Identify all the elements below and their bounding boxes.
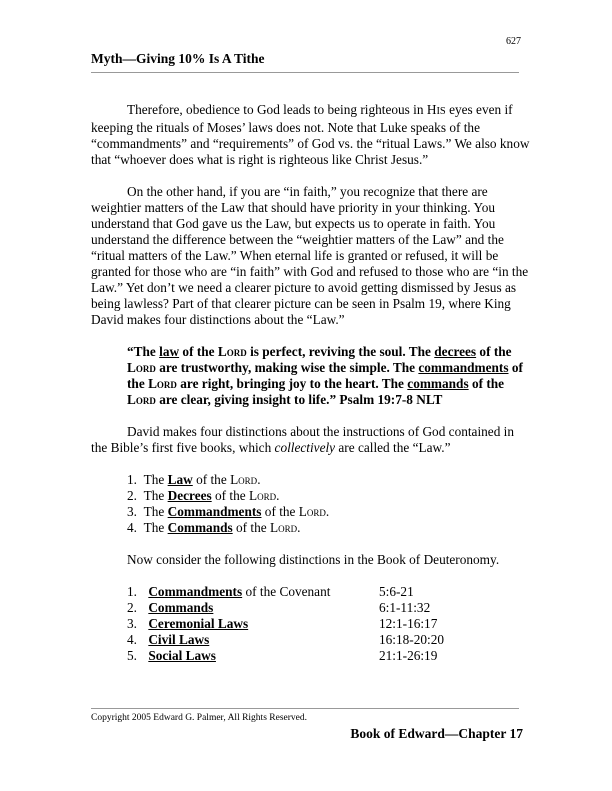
row-term: Ceremonial Laws xyxy=(148,616,249,631)
list-item xyxy=(127,488,531,504)
quote-lord: Lord xyxy=(217,344,247,359)
spacer xyxy=(91,536,531,552)
list-end: . xyxy=(276,488,280,503)
his-rest: IS xyxy=(436,106,446,117)
psalm-distinctions-list xyxy=(127,472,531,536)
list-term: Commands xyxy=(167,520,233,535)
paragraph-1 xyxy=(91,102,531,168)
quote-part: are right, bringing joy to the heart. The xyxy=(176,376,408,391)
list-number: 1. xyxy=(127,472,137,487)
list-end: . xyxy=(325,504,330,519)
paragraph-4: Now consider the following distinctions in the Book of Deuteronomy. xyxy=(127,552,500,567)
list-pre: The xyxy=(143,520,168,535)
table-row xyxy=(127,616,444,632)
list-lord: Lord xyxy=(230,472,258,487)
row-term: Commands xyxy=(148,600,214,615)
deuteronomy-table xyxy=(127,584,444,664)
quote-part: are clear, giving insight to life.” Psalm 19:7-8 NLT xyxy=(155,392,443,407)
row-term: Commandments xyxy=(148,584,243,599)
row-reference: 6:1-11:32 xyxy=(379,600,431,615)
row-reference: 16:18-20:20 xyxy=(379,632,445,647)
footer-rule xyxy=(91,708,519,709)
list-post: of the xyxy=(232,520,270,535)
p3-italic: collectively xyxy=(274,440,336,455)
p3-text-a: David makes four distinctions about the instructions of God contained in the Bible’s first five books, which xyxy=(91,424,515,455)
row-number: 1. xyxy=(127,584,137,599)
list-lord: Lord xyxy=(269,520,298,535)
list-end: . xyxy=(297,520,301,535)
p1-text-a: Therefore, obedience to God leads to being righteous in xyxy=(127,102,427,117)
row-number: 5. xyxy=(127,648,137,663)
paragraph-2: On the other hand, if you are “in faith,” you recognize that there are weightier matters of the Law that should have priority in your thinking. You understand that God gave us the Law, but expects us to operate in faith. You understand the difference between the “weightier matters of the Law” and the “ritual matters of the Law.” When eternal life is granted or refused, it will be granted for those who are “in faith” with God and refused to those who are “in the Law.” Yet don’t we need a clearer picture to avoid getting dismissed by Jesus as being lawless? Part of that clearer picture can be seen in Psalm 19, where King David makes four distinctions about the “Law.” xyxy=(91,184,529,327)
quote-part: is perfect, reviving the soul. The xyxy=(246,344,435,359)
footer-book-chapter: Book of Edward—Chapter 17 xyxy=(350,726,523,741)
list-post: of the xyxy=(261,504,299,519)
quote-term-law: law xyxy=(159,344,180,359)
list-item xyxy=(127,520,531,536)
paragraph-3 xyxy=(91,424,531,456)
spacer xyxy=(91,408,531,424)
row-name xyxy=(145,600,379,616)
list-post: of the xyxy=(211,488,249,503)
his-word xyxy=(427,102,446,117)
quote-part: are trustworthy, making wise the simple. The xyxy=(155,360,419,375)
row-name xyxy=(145,632,379,648)
list-term: Decrees xyxy=(167,488,212,503)
table-row xyxy=(127,600,444,616)
scripture-quote xyxy=(127,344,531,408)
list-lord: Lord xyxy=(248,488,277,503)
table-row xyxy=(127,584,444,600)
list-number: 3. xyxy=(127,504,137,519)
list-term: Law xyxy=(167,472,193,487)
quote-lord: Lord xyxy=(127,360,156,375)
row-reference: 5:6-21 xyxy=(379,584,414,599)
table-row xyxy=(127,632,444,648)
spacer xyxy=(91,456,531,472)
quote-part: of the xyxy=(476,344,512,359)
row-suffix: of the Covenant xyxy=(242,584,331,599)
spacer xyxy=(91,168,531,184)
list-pre: The xyxy=(143,472,168,487)
list-post: of the xyxy=(192,472,231,487)
row-number: 4. xyxy=(127,632,137,647)
quote-lord: Lord xyxy=(148,376,177,391)
list-item xyxy=(127,472,531,488)
list-lord: Lord xyxy=(298,504,326,519)
quote-part: “The xyxy=(127,344,160,359)
quote-lord: Lord xyxy=(127,392,156,407)
row-name xyxy=(145,648,379,664)
running-header: Myth—Giving 10% Is A Tithe xyxy=(91,51,265,66)
list-pre: The xyxy=(143,488,168,503)
row-name xyxy=(145,616,379,632)
quote-term-commands: commands xyxy=(407,376,469,391)
header-rule xyxy=(91,72,519,73)
row-term: Social Laws xyxy=(148,648,216,663)
row-reference: 21:1-26:19 xyxy=(379,648,438,663)
quote-term-commandments: commandments xyxy=(418,360,509,375)
list-number: 2. xyxy=(127,488,137,503)
row-term: Civil Laws xyxy=(148,632,210,647)
spacer xyxy=(91,568,531,584)
list-pre: The xyxy=(143,504,168,519)
row-reference: 12:1-16:17 xyxy=(379,616,438,631)
footer-copyright: Copyright 2005 Edward G. Palmer, All Rights Reserved. xyxy=(91,713,307,723)
list-item xyxy=(127,504,531,520)
list-number: 4. xyxy=(127,520,137,535)
list-end: . xyxy=(257,472,261,487)
his-first: H xyxy=(426,102,437,117)
quote-term-decrees: decrees xyxy=(434,344,477,359)
page-number: 627 xyxy=(506,36,521,47)
page-body xyxy=(91,102,531,664)
row-number: 3. xyxy=(127,616,137,631)
p3-text-b: are called the “Law.” xyxy=(335,440,451,455)
quote-part: of the xyxy=(468,376,505,391)
row-number: 2. xyxy=(127,600,137,615)
p1-text-b: eyes even if keeping the rituals of Moses’ laws does not. Note that Luke speaks of the “commandments” and “requirements” of God vs. the “ritual Laws.” We also know that “whoever does what is right is righteous like Christ Jesus.” xyxy=(91,102,530,167)
quote-part: of the xyxy=(179,344,218,359)
spacer xyxy=(91,328,531,344)
row-name xyxy=(145,584,379,600)
list-term: Commandments xyxy=(167,504,262,519)
table-row xyxy=(127,648,444,664)
quote-part: of the xyxy=(127,360,523,391)
